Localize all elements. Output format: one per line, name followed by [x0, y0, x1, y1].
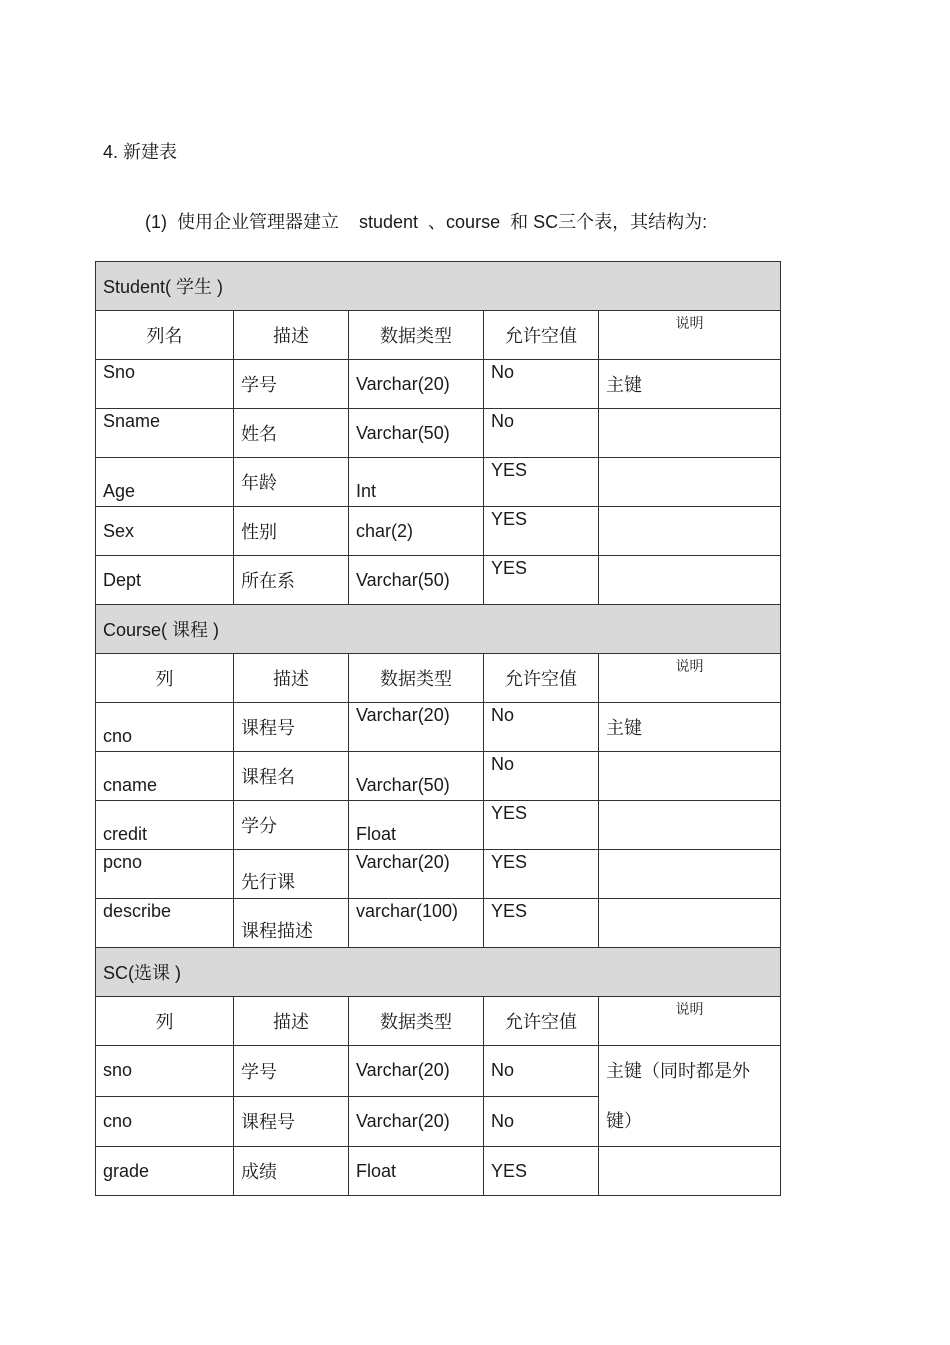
data-type-cell: varchar(100) — [349, 899, 484, 948]
nullable-cell: YES — [484, 507, 599, 556]
table-row — [96, 360, 781, 409]
description-cell: 所在系 — [234, 556, 349, 605]
header-row — [96, 654, 781, 703]
data-type-cell: Varchar(50) — [349, 752, 484, 801]
nullable-cell: No — [484, 1096, 599, 1147]
column-name-cell: sno — [96, 1046, 234, 1097]
column-name-cell: cno — [96, 703, 234, 752]
nullable-cell: YES — [484, 801, 599, 850]
description-cell: 性别 — [234, 507, 349, 556]
data-type-cell: Varchar(20) — [349, 1046, 484, 1097]
nullable-cell: YES — [484, 850, 599, 899]
description-cell: 学号 — [234, 1046, 349, 1097]
column-name-cell: describe — [96, 899, 234, 948]
note-cell — [599, 752, 781, 801]
nullable-cell: No — [484, 1046, 599, 1097]
column-name-cell: Sno — [96, 360, 234, 409]
nullable-cell: No — [484, 409, 599, 458]
table-row — [96, 458, 781, 507]
table-row — [96, 899, 781, 948]
header-cell: 列 — [96, 997, 234, 1046]
description-cell: 课程号 — [234, 1096, 349, 1147]
header-cell: 允许空值 — [484, 997, 599, 1046]
nullable-cell: YES — [484, 1147, 599, 1196]
data-type-cell: Varchar(20) — [349, 1096, 484, 1147]
table-row — [96, 801, 781, 850]
header-cell: 描述 — [234, 311, 349, 360]
table-row — [96, 556, 781, 605]
data-type-cell: Varchar(20) — [349, 850, 484, 899]
column-name-cell: Sex — [96, 507, 234, 556]
note-cell — [599, 801, 781, 850]
table-row — [96, 1046, 781, 1097]
column-name-cell: credit — [96, 801, 234, 850]
note-cell: 主键（同时都是外键） — [599, 1046, 781, 1147]
column-name-cell: cno — [96, 1096, 234, 1147]
header-cell: 允许空值 — [484, 311, 599, 360]
column-name-cell: Age — [96, 458, 234, 507]
data-type-cell: Int — [349, 458, 484, 507]
header-row — [96, 997, 781, 1046]
table-row — [96, 1147, 781, 1196]
section-heading: 4. 新建表 — [103, 142, 178, 162]
header-cell: 列名 — [96, 311, 234, 360]
nullable-cell: YES — [484, 458, 599, 507]
table-row — [96, 409, 781, 458]
column-name-cell: cname — [96, 752, 234, 801]
data-type-cell: Varchar(50) — [349, 556, 484, 605]
header-row — [96, 311, 781, 360]
table-title: Student( 学生 ) — [96, 262, 781, 311]
header-cell: 描述 — [234, 654, 349, 703]
note-cell — [599, 850, 781, 899]
description-cell: 课程号 — [234, 703, 349, 752]
nullable-cell: No — [484, 752, 599, 801]
note-cell — [599, 409, 781, 458]
column-name-cell: Dept — [96, 556, 234, 605]
note-cell — [599, 507, 781, 556]
header-cell: 描述 — [234, 997, 349, 1046]
intro-text: (1) 使用企业管理器建立 student 、course 和 SC三个表，其结构为: — [145, 212, 708, 232]
data-type-cell: char(2) — [349, 507, 484, 556]
description-cell: 姓名 — [234, 409, 349, 458]
nullable-cell: No — [484, 703, 599, 752]
header-cell: 数据类型 — [349, 654, 484, 703]
header-cell: 数据类型 — [349, 997, 484, 1046]
data-type-cell: Varchar(20) — [349, 360, 484, 409]
description-cell: 课程描述 — [234, 899, 349, 948]
table-title-row — [96, 262, 781, 311]
table-row — [96, 703, 781, 752]
description-cell: 课程名 — [234, 752, 349, 801]
table-structure-grid — [95, 261, 781, 1196]
column-name-cell: grade — [96, 1147, 234, 1196]
table-title: Course( 课程 ) — [96, 605, 781, 654]
note-cell: 主键 — [599, 703, 781, 752]
note-cell: 主键 — [599, 360, 781, 409]
description-cell: 学号 — [234, 360, 349, 409]
description-cell: 先行课 — [234, 850, 349, 899]
data-type-cell: Varchar(20) — [349, 703, 484, 752]
table-row — [96, 507, 781, 556]
column-name-cell: Sname — [96, 409, 234, 458]
table-title-row — [96, 605, 781, 654]
header-cell-note: 说明 — [599, 997, 781, 1046]
data-type-cell: Varchar(50) — [349, 409, 484, 458]
data-type-cell: Float — [349, 1147, 484, 1196]
table-title-row — [96, 948, 781, 997]
header-cell-note: 说明 — [599, 654, 781, 703]
header-cell: 列 — [96, 654, 234, 703]
nullable-cell: YES — [484, 556, 599, 605]
table-row — [96, 850, 781, 899]
note-cell — [599, 899, 781, 948]
description-cell: 年龄 — [234, 458, 349, 507]
column-name-cell: pcno — [96, 850, 234, 899]
description-cell: 学分 — [234, 801, 349, 850]
table-row — [96, 752, 781, 801]
nullable-cell: YES — [484, 899, 599, 948]
description-cell: 成绩 — [234, 1147, 349, 1196]
header-cell-note: 说明 — [599, 311, 781, 360]
data-type-cell: Float — [349, 801, 484, 850]
note-cell — [599, 556, 781, 605]
header-cell: 数据类型 — [349, 311, 484, 360]
note-cell — [599, 458, 781, 507]
table-title: SC(选课 ) — [96, 948, 781, 997]
nullable-cell: No — [484, 360, 599, 409]
note-cell — [599, 1147, 781, 1196]
header-cell: 允许空值 — [484, 654, 599, 703]
